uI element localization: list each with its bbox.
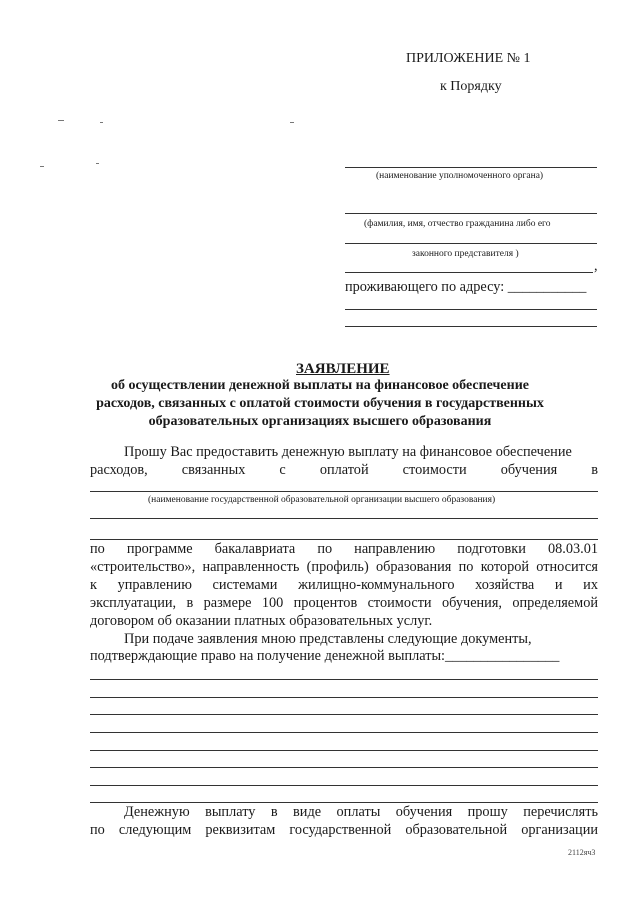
documents-line-2 (90, 697, 598, 698)
documents-line-4 (90, 732, 598, 733)
p3-line-2: подтверждающие право на получение денежной выплаты:________________ (90, 648, 560, 664)
order-label: к Порядку (440, 79, 502, 94)
p1-line-2: расходов, связанных с оплатой стоимости обучения в (90, 462, 598, 478)
footer-stamp: 2112яч3 (568, 848, 596, 857)
org-line (90, 491, 598, 492)
representative-caption: законного представителя ) (412, 249, 519, 259)
p2-line-5: договором об оказании платных образовательных услуг. (90, 613, 433, 629)
statement-subtitle-3: образовательных организациях высшего образования (148, 414, 492, 429)
statement-subtitle-1: об осуществлении денежной выплаты на финансовое обеспечение (111, 378, 529, 393)
documents-line-3 (90, 714, 598, 715)
address-line-2 (345, 326, 597, 327)
statement-title: ЗАЯВЛЕНИЕ (296, 361, 390, 377)
p2-line-3: к управлению системами жилищно-коммунального хозяйства и их (90, 577, 598, 593)
documents-line-6 (90, 767, 598, 768)
fio-line (345, 213, 597, 214)
scan-noise (100, 122, 103, 123)
appendix-label: ПРИЛОЖЕНИЕ № 1 (406, 51, 531, 66)
scan-noise (40, 166, 44, 167)
address-label: проживающего по адресу: ___________ (345, 279, 587, 295)
org-line-3 (90, 539, 598, 540)
address-line-1 (345, 309, 597, 310)
documents-line-8 (90, 802, 598, 803)
p4-line-1: Денежную выплату в виде оплаты обучения прошу перечислять (124, 804, 598, 820)
p3-line-1: При подаче заявления мною представлены следующие документы, (124, 631, 532, 647)
documents-line-7 (90, 785, 598, 786)
scan-noise (58, 120, 64, 121)
documents-line-5 (90, 750, 598, 751)
fio-line-2 (345, 243, 597, 244)
fio-line-3 (345, 272, 593, 273)
p1-line-1: Прошу Вас предоставить денежную выплату на финансовое обеспечение (124, 444, 572, 460)
p2-line-4: эксплуатации, в размере 100 процентов стоимости обучения, определяемой (90, 595, 598, 611)
p2-line-1: по программе бакалавриата по направлению подготовки 08.03.01 (90, 541, 598, 557)
org-caption: (наименование государственной образовательной организации высшего образования) (148, 495, 496, 505)
statement-subtitle-2: расходов, связанных с оплатой стоимости обучения в государственных (96, 396, 544, 411)
org-line-2 (90, 518, 598, 519)
scan-noise (290, 122, 294, 123)
p4-line-2: по следующим реквизитам государственной образовательной организации (90, 822, 598, 838)
p2-line-2: «строительство», направленность (профиль) образования по которой относится (90, 559, 598, 575)
trailing-comma: , (594, 258, 598, 274)
scan-noise (96, 163, 99, 164)
authority-line (345, 167, 597, 168)
fio-caption: (фамилия, имя, отчество гражданина либо его (364, 219, 551, 229)
authority-caption: (наименование уполномоченного органа) (376, 171, 544, 181)
documents-line-1 (90, 679, 598, 680)
